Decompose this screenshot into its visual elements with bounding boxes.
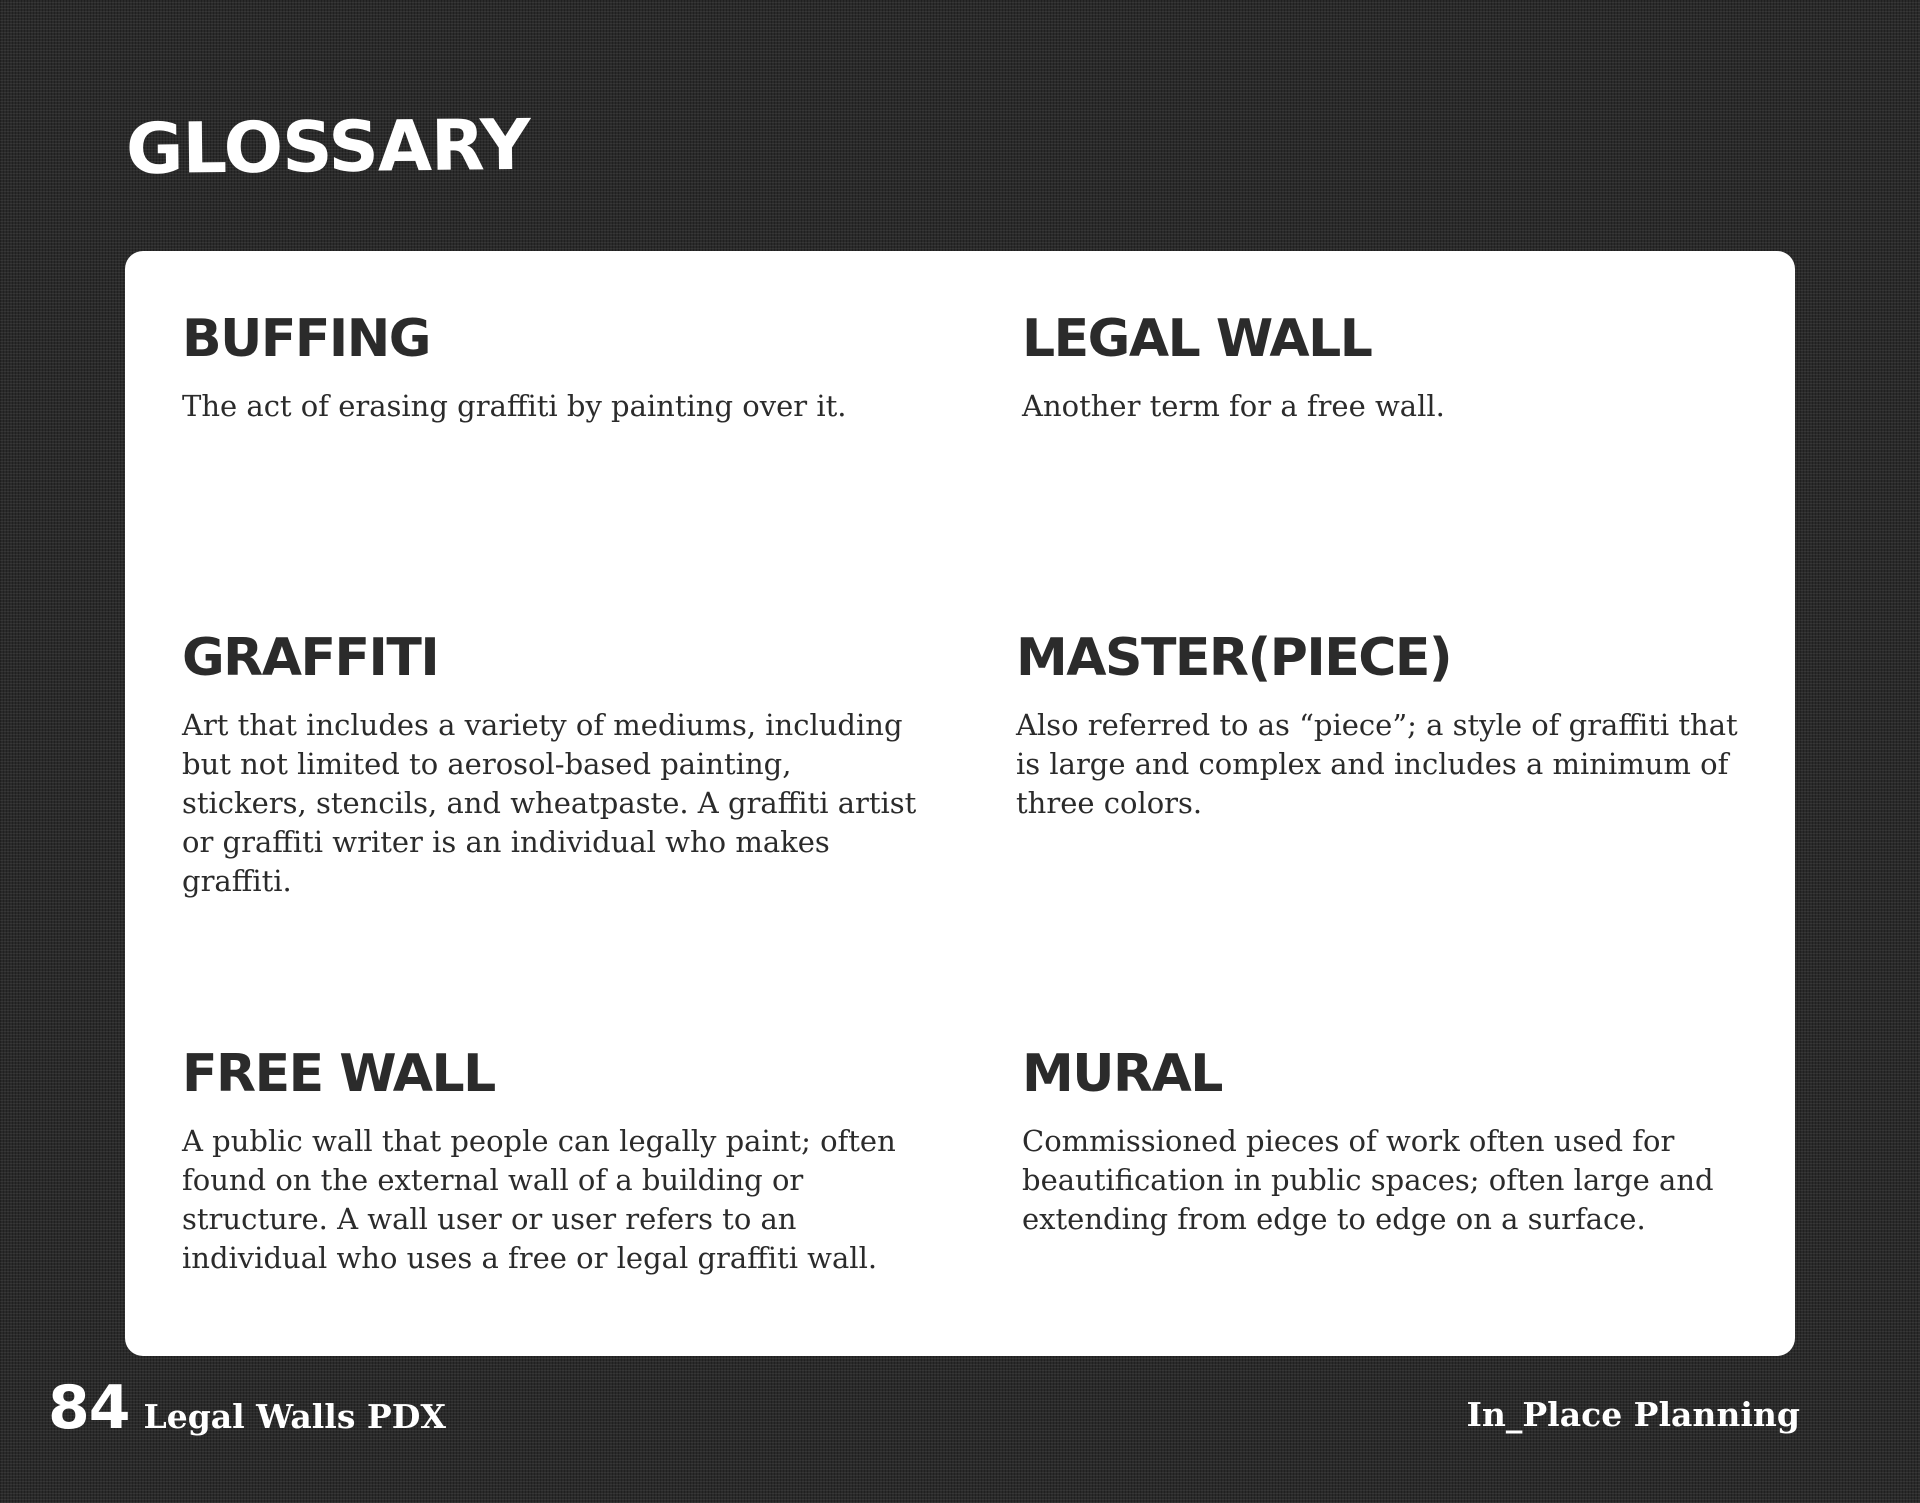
page-title: GLOSSARY	[125, 103, 531, 191]
glossary-term-free-wall	[182, 1044, 922, 1278]
term-title: FREE WALL	[182, 1044, 495, 1104]
term-title: LEGAL WALL	[1022, 309, 1372, 369]
glossary-term-mural	[1022, 1044, 1762, 1239]
term-definition: The act of erasing graffiti by painting over it.	[182, 389, 847, 423]
glossary-term-buffing	[182, 309, 942, 426]
footer-left	[48, 1373, 446, 1443]
term-definition: A public wall that people can legally paint; often found on the external wall of a building or structure. A wall user or user refers to an individual who uses a free or legal graffiti wall.	[182, 1124, 896, 1275]
glossary-card	[125, 251, 1795, 1356]
page-number: 84	[48, 1373, 130, 1443]
publisher-name: In_Place Planning	[1466, 1395, 1800, 1434]
term-definition: Another term for a free wall.	[1022, 389, 1445, 423]
term-title: MASTER(PIECE)	[1016, 628, 1452, 688]
glossary-term-masterpiece	[1016, 628, 1756, 823]
glossary-term-legal-wall	[1022, 309, 1762, 426]
term-title: GRAFFITI	[182, 628, 439, 688]
term-definition: Art that includes a variety of mediums, including but not limited to aerosol-based painting, stickers, stencils, and wheatpaste. A graffiti artist or graffiti writer is an individual who makes graffiti.	[182, 708, 917, 898]
term-definition: Commissioned pieces of work often used for beautification in public spaces; often large and extending from edge to edge on a surface.	[1022, 1124, 1714, 1236]
term-definition: Also referred to as “piece”; a style of graffiti that is large and complex and includes a minimum of three colors.	[1016, 708, 1738, 820]
glossary-term-graffiti	[182, 628, 922, 901]
document-title: Legal Walls PDX	[143, 1397, 446, 1436]
term-title: BUFFING	[182, 309, 430, 369]
term-title: MURAL	[1022, 1044, 1222, 1104]
